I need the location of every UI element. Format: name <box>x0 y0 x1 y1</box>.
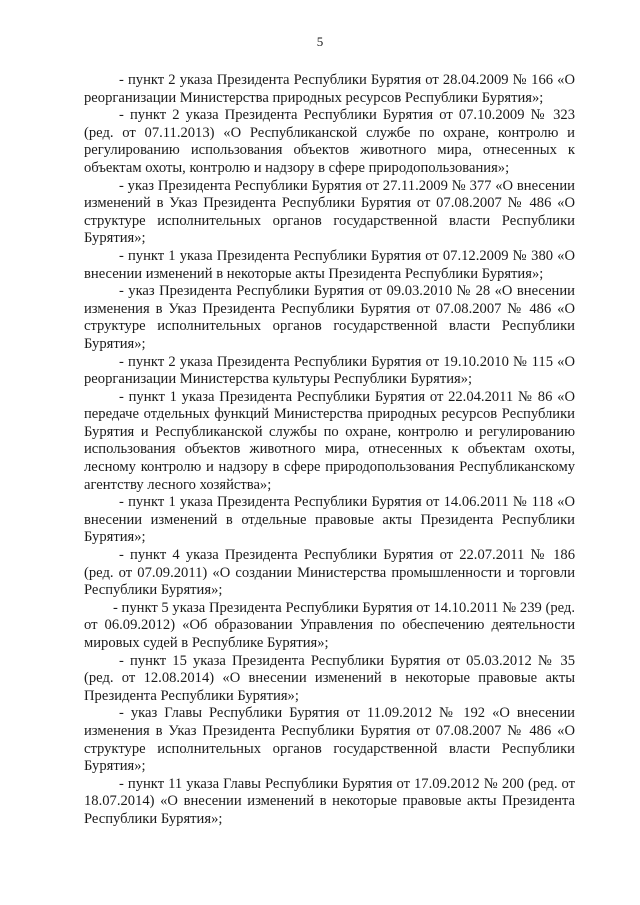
document-body <box>84 72 575 829</box>
list-item: - пункт 2 указа Президента Республики Бурятия от 28.04.2009 № 166 «О реорганизации Министерства природных ресурсов Республики Бурятия»; <box>84 72 575 106</box>
list-item: - пункт 15 указа Президента Республики Бурятия от 05.03.2012 № 35 (ред. от 12.08.2014) «О внесении изменений в некоторые правовые акты Президента Республики Бурятия»; <box>84 652 575 704</box>
list-item: - указ Президента Республики Бурятия от 27.11.2009 № 377 «О внесении изменений в Указ Президента Республики Бурятия от 07.08.2007 № 486 «О структуре исполнительных органов государственной власти Республики Бурятия»; <box>84 177 575 247</box>
list-item: - пункт 1 указа Президента Республики Бурятия от 22.04.2011 № 86 «О передаче отдельных функций Министерства природных ресурсов Республики Бурятия и Республиканской службы по охране, контролю и регулированию использования объектов животного мира, отнесенных к объектам охоты, лесному контролю и надзору в сфере природопользования Республиканскому агентству лесного хозяйства»; <box>84 388 575 493</box>
list-item: - пункт 1 указа Президента Республики Бурятия от 07.12.2009 № 380 «О внесении изменений в некоторые акты Президента Республики Бурятия»; <box>84 247 575 282</box>
list-item: - указ Президента Республики Бурятия от 09.03.2010 № 28 «О внесении изменения в Указ Президента Республики Бурятия от 07.08.2007 № 486 «О структуре исполнительных органов государственной власти Республики Бурятия»; <box>84 283 575 352</box>
list-item: - пункт 11 указа Главы Республики Бурятия от 17.09.2012 № 200 (ред. от 18.07.2014) «О внесении изменений в некоторые правовые акты Президента Республики Бурятия»; <box>84 775 575 827</box>
list-item: - пункт 1 указа Президента Республики Бурятия от 14.06.2011 № 118 «О внесении изменений в отдельные правовые акты Президента Республики Бурятия»; <box>84 494 575 546</box>
page-number: 5 <box>316 34 324 49</box>
list-item: - указ Главы Республики Бурятия от 11.09.2012 № 192 «О внесении изменения в Указ Президента Республики Бурятия от 07.08.2007 № 486 «О структуре исполнительных органов государственной власти Республики Бурятия»; <box>84 705 575 775</box>
list-item: - пункт 2 указа Президента Республики Бурятия от 19.10.2010 № 115 «О реорганизации Министерства культуры Республики Бурятия»; <box>84 353 575 388</box>
list-item: - пункт 4 указа Президента Республики Бурятия от 22.07.2011 № 186 (ред. от 07.09.2011) «О создании Министерства промышленности и торговли Республики Бурятия»; <box>84 547 575 599</box>
list-item: - пункт 2 указа Президента Республики Бурятия от 07.10.2009 № 323 (ред. от 07.11.2013) «О Республиканской службе по охране, контролю и регулированию использования объектов животного мира, отнесенных к объектам охоты, контролю и надзору в сфере природопользования»; <box>84 107 575 176</box>
list-item: - пункт 5 указа Президента Республики Бурятия от 14.10.2011 № 239 (ред. от 06.09.2012) «Об образовании Управления по обеспечению деятельности мировых судей в Республике Бурятия»; <box>84 599 575 651</box>
